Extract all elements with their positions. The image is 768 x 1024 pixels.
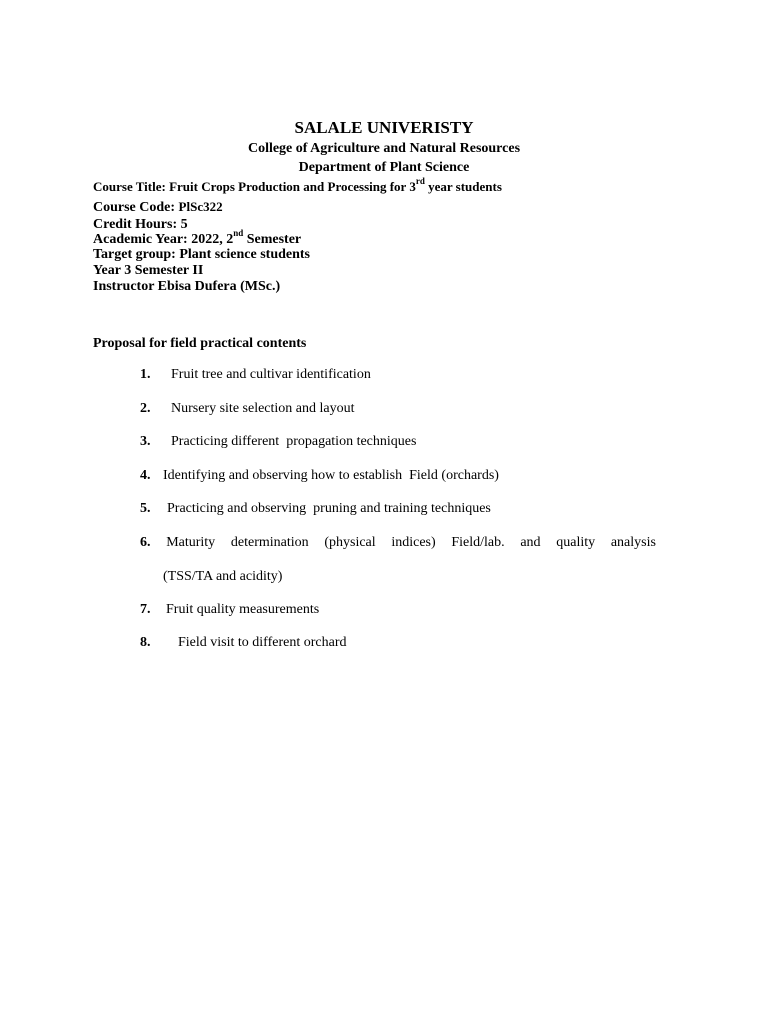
instructor: Instructor Ebisa Dufera (MSc.) (93, 279, 281, 294)
list-item-number: 3. (140, 434, 151, 449)
list-item-number: 7. (140, 602, 151, 617)
academic-year-suffix: Semester (243, 232, 302, 247)
list-item-text: Identifying and observing how to establish Field (orchards) (163, 468, 499, 483)
list-item (140, 535, 656, 551)
list-item-number: 4. (140, 468, 151, 483)
course-title-prefix: Course Title: Fruit Crops Production and Processing for 3 (93, 179, 416, 194)
academic-year-sup: nd (233, 228, 244, 239)
academic-year (93, 228, 302, 248)
academic-year-prefix: Academic Year: 2022, 2 (93, 232, 234, 247)
year-semester: Year 3 Semester II (93, 263, 204, 278)
department-name: Department of Plant Science (298, 160, 470, 175)
list-item-line (140, 535, 656, 551)
list-item-word: indices) (391, 535, 436, 550)
list-item-word: determination (230, 535, 309, 550)
course-code-label: Course Code: (93, 200, 179, 215)
list-item-number: 8. (140, 635, 151, 650)
course-code (93, 199, 223, 216)
list-item-number: 1. (140, 367, 151, 382)
course-title (93, 176, 502, 196)
list-item-word: Maturity (166, 535, 216, 550)
university-name: SALALE UNIVERISTY (294, 118, 474, 137)
proposal-heading: Proposal for field practical contents (93, 336, 307, 351)
list-item-number: 6. (140, 535, 151, 550)
list-item-text: Fruit tree and cultivar identification (171, 367, 371, 382)
list-item-text: Practicing different propagation techniques (171, 434, 417, 449)
list-item-text: Fruit quality measurements (166, 602, 320, 617)
list-item-continuation: (TSS/TA and acidity) (163, 569, 283, 584)
course-code-value: PlSc322 (178, 199, 223, 214)
list-item-word: quality (556, 535, 596, 550)
course-title-sup: rd (415, 176, 425, 187)
list-item-text: Field visit to different orchard (178, 635, 347, 650)
list-item-text: Nursery site selection and layout (171, 401, 355, 416)
college-name: College of Agriculture and Natural Resources (247, 141, 521, 156)
list-item-word: analysis (610, 535, 656, 550)
credit-hours: Credit Hours: 5 (93, 217, 188, 232)
list-item-word: (physical (324, 535, 376, 550)
target-group: Target group: Plant science students (93, 247, 310, 262)
list-item-word: Field/lab. (451, 535, 505, 550)
list-item-word: and (520, 535, 541, 550)
list-item-number: 5. (140, 501, 151, 516)
course-title-suffix: year students (424, 179, 502, 194)
list-item-text: Practicing and observing pruning and training techniques (167, 501, 491, 516)
list-item-number: 2. (140, 401, 151, 416)
